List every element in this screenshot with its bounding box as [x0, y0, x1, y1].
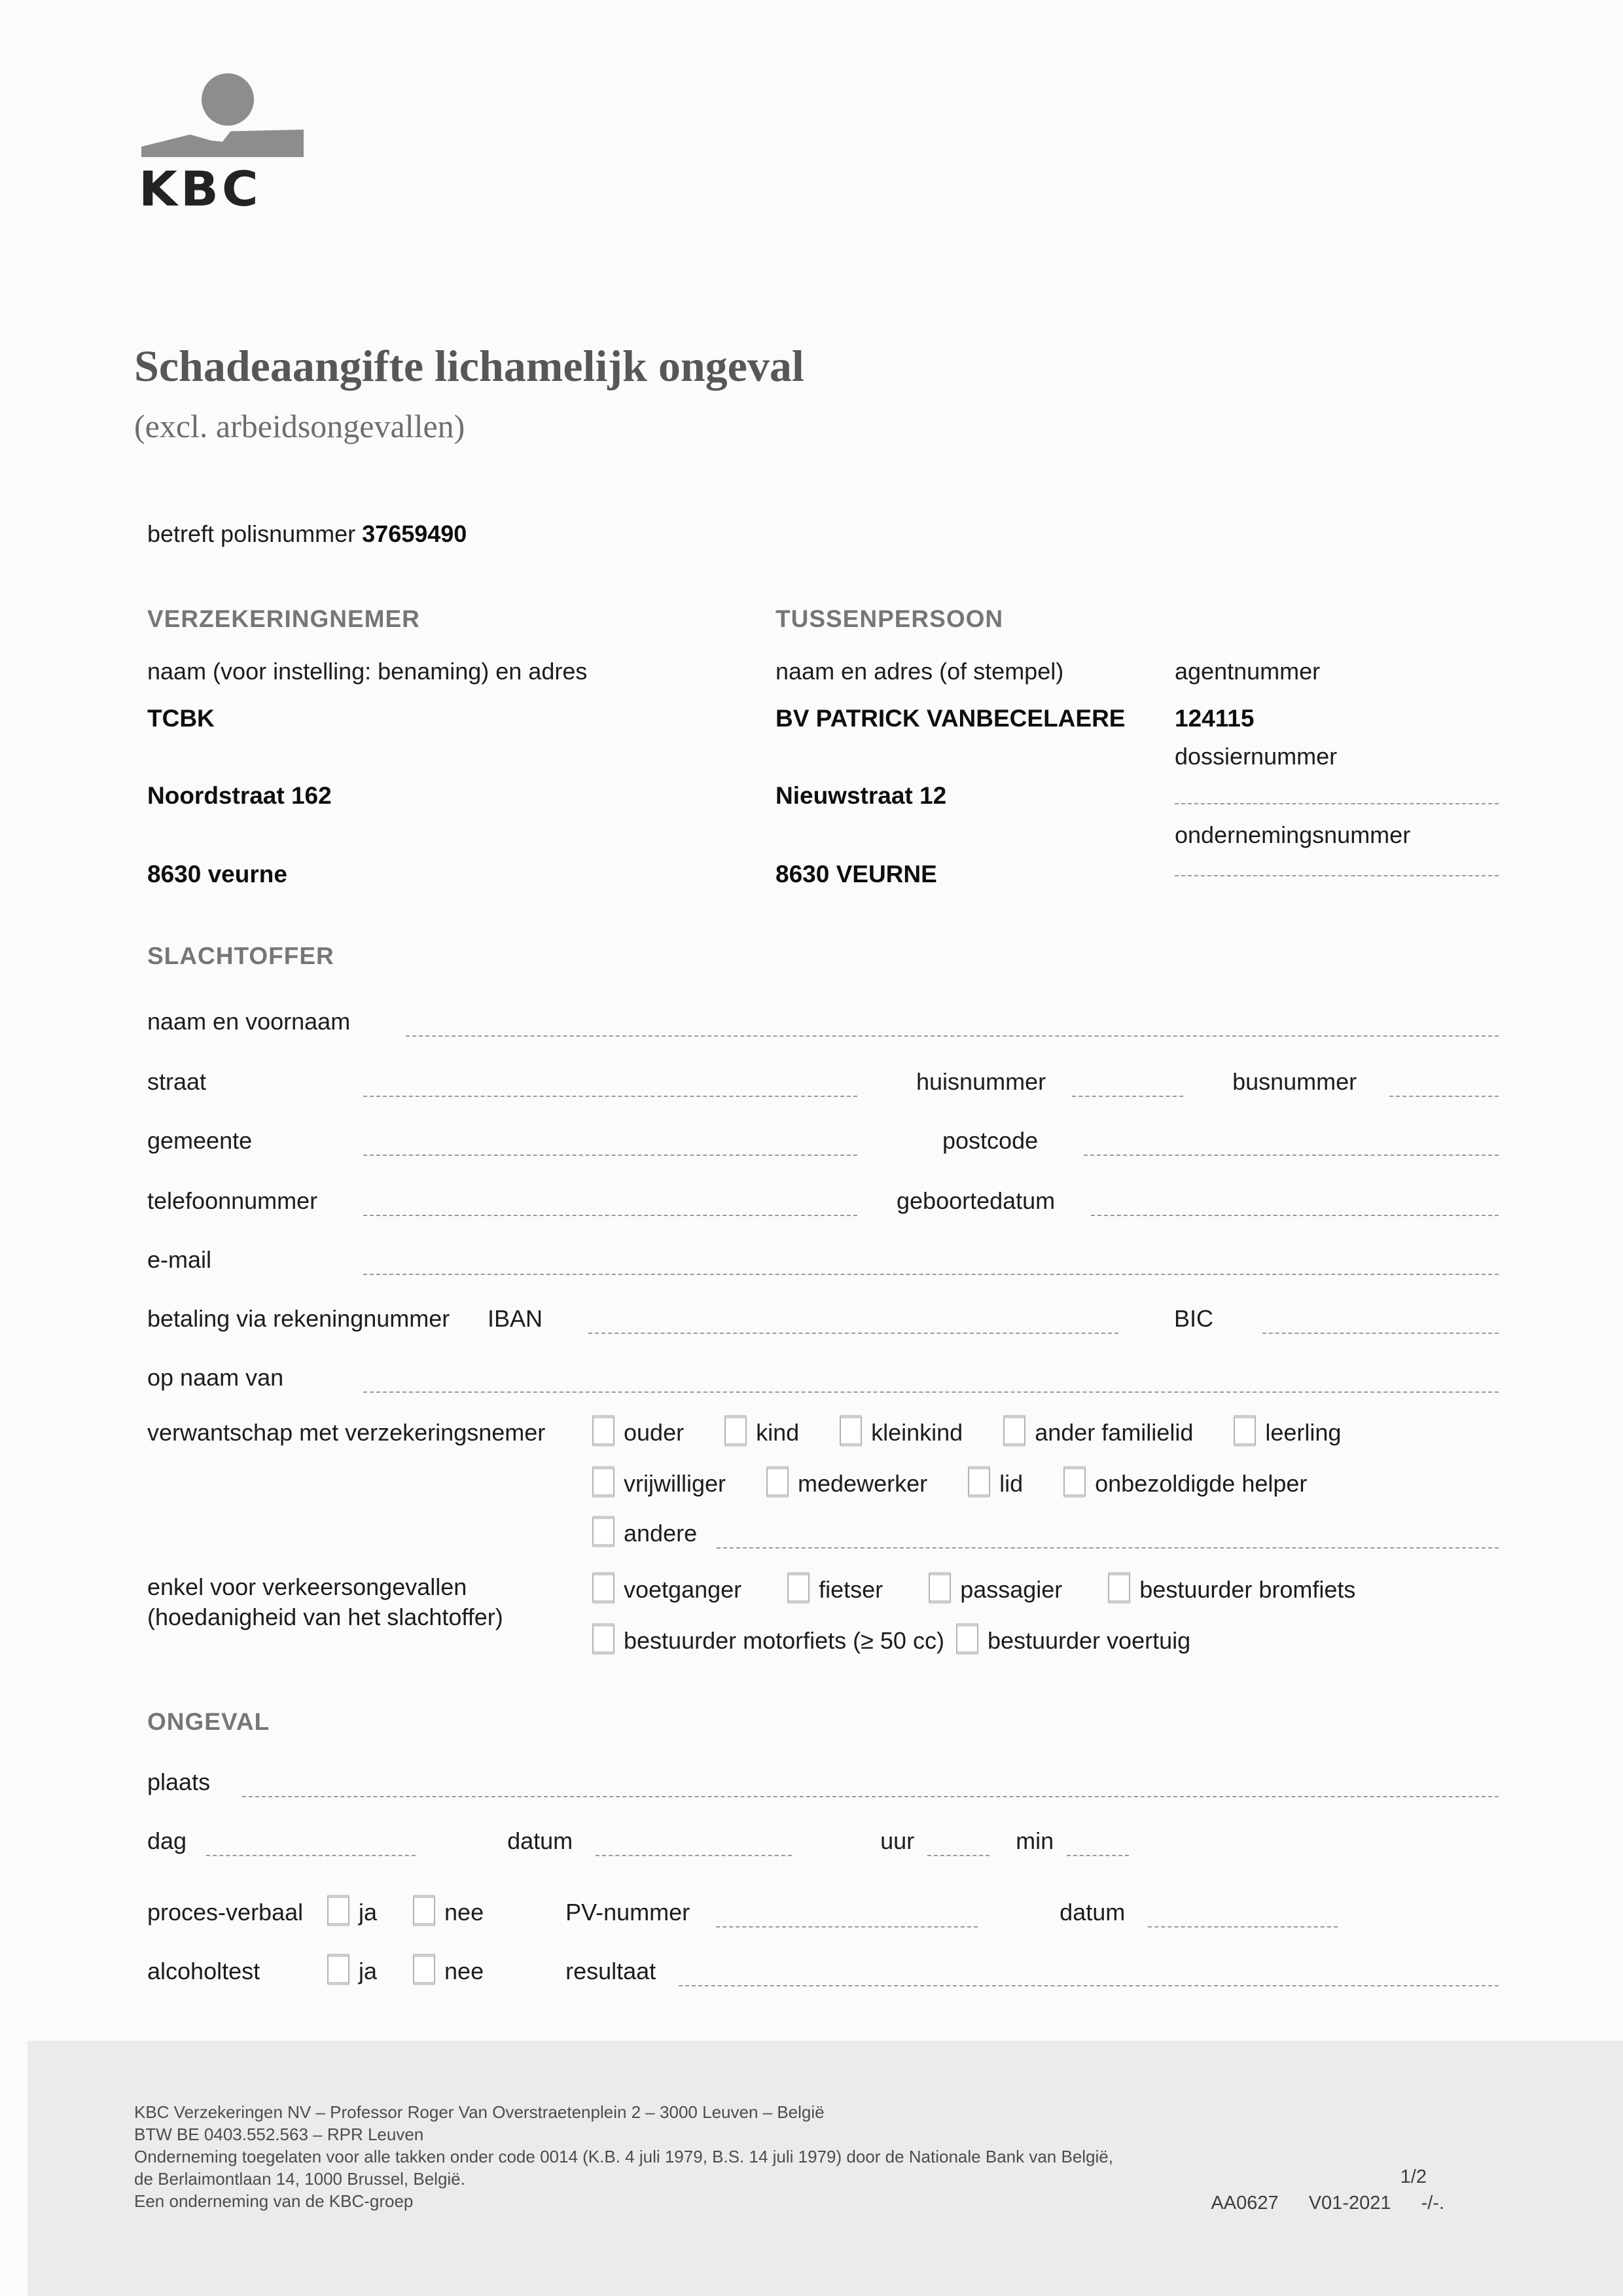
- form-code-suffix: -/-.: [1421, 2193, 1444, 2214]
- pv-datum-field[interactable]: [1148, 1897, 1338, 1928]
- checkbox-voetganger[interactable]: [592, 1572, 615, 1604]
- opnaam-field[interactable]: [363, 1363, 1499, 1393]
- opnaam-row: [147, 1363, 1499, 1393]
- datum-label: datum: [507, 1827, 573, 1854]
- busnummer-field[interactable]: [1389, 1067, 1499, 1097]
- pv-nummer-label: PV-nummer: [565, 1899, 690, 1926]
- pv-option-ja: ja: [327, 1895, 377, 1928]
- slachtoffer-section: [147, 942, 1499, 1715]
- email-row: [147, 1245, 1499, 1275]
- straat-row: [147, 1067, 1499, 1097]
- onderneming-number-label: ondernemingsnummer: [1175, 821, 1411, 848]
- pv-option-nee: nee: [413, 1895, 484, 1928]
- kbc-logo-circle-icon: [202, 73, 254, 126]
- checkbox-onbezoldigde-helper[interactable]: [1063, 1466, 1086, 1498]
- iban-label: IBAN: [488, 1305, 543, 1332]
- onderneming-number-field[interactable]: [1175, 846, 1499, 876]
- ongeval-header-row: [147, 1708, 1499, 1736]
- footer-strip: [27, 2041, 1623, 2296]
- form-code: AA0627: [1211, 2193, 1279, 2214]
- footer-line-1: KBC Verzekeringen NV – Professor Roger Van Overstraetenplein 2 – 3000 Leuven – België: [134, 2102, 825, 2122]
- option-passagier: passagier: [929, 1572, 1062, 1605]
- min-label: min: [1016, 1827, 1054, 1854]
- gemeente-row: [147, 1126, 1499, 1156]
- page-subtitle: (excl. arbeidsongevallen): [134, 408, 465, 444]
- uur-field[interactable]: [927, 1826, 990, 1856]
- checkbox-bestuurder-motorfiets[interactable]: [592, 1623, 615, 1655]
- email-label: e-mail: [147, 1246, 212, 1273]
- checkbox-alcohol-nee[interactable]: [413, 1954, 435, 1985]
- plaats-label: plaats: [147, 1768, 211, 1795]
- resultaat-field[interactable]: [679, 1956, 1499, 1986]
- option-bestuurder-voertuig: bestuurder voertuig: [956, 1623, 1190, 1656]
- resultaat-label: resultaat: [565, 1958, 656, 1984]
- option-onbezoldigde-helper: onbezoldigde helper: [1063, 1466, 1307, 1499]
- ongeval-header: ONGEVAL: [147, 1708, 270, 1735]
- slachtoffer-header: SLACHTOFFER: [147, 942, 334, 969]
- bic-field[interactable]: [1262, 1304, 1499, 1334]
- proces-verbaal-row: [147, 1895, 1499, 1928]
- verzekeringnemer-street: Noordstraat 162: [147, 782, 332, 809]
- checkbox-andere[interactable]: [592, 1516, 615, 1547]
- naam-field[interactable]: [406, 1007, 1499, 1037]
- geboortedatum-field[interactable]: [1091, 1186, 1499, 1216]
- kbc-logo: [139, 73, 309, 217]
- betaling-row: [147, 1304, 1499, 1334]
- footer-line-5: Een onderneming van de KBC-groep: [134, 2191, 414, 2211]
- naam-row: [147, 1007, 1499, 1037]
- telefoon-field[interactable]: [363, 1186, 857, 1216]
- verkeer-label-line1: enkel voor verkeersongevallen: [147, 1573, 467, 1600]
- checkbox-ouder[interactable]: [592, 1415, 615, 1446]
- checkbox-leerling[interactable]: [1234, 1415, 1256, 1446]
- opnaam-label: op naam van: [147, 1364, 284, 1391]
- checkbox-ander-familielid[interactable]: [1003, 1415, 1026, 1446]
- huisnummer-label: huisnummer: [916, 1068, 1046, 1095]
- huisnummer-field[interactable]: [1072, 1067, 1183, 1097]
- policy-number-line: [147, 520, 467, 548]
- dag-field[interactable]: [206, 1826, 416, 1856]
- agent-column: [1175, 605, 1499, 920]
- verzekeringnemer-city: 8630 veurne: [147, 861, 287, 888]
- tussenpersoon-name-label: naam en adres (of stempel): [776, 658, 1064, 685]
- footer-line-4: de Berlaimontlaan 14, 1000 Brussel, België.: [134, 2169, 465, 2189]
- verzekeringnemer-header: VERZEKERINGNEMER: [147, 605, 420, 632]
- slachtoffer-header-row: [147, 942, 1499, 970]
- option-medewerker: medewerker: [766, 1466, 927, 1499]
- verzekeringnemer-name: TCBK: [147, 705, 215, 732]
- dag-datum-row: [147, 1826, 1499, 1856]
- bic-label: BIC: [1174, 1305, 1214, 1332]
- email-field[interactable]: [363, 1245, 1499, 1275]
- iban-field[interactable]: [588, 1304, 1118, 1334]
- option-lid: lid: [968, 1466, 1023, 1499]
- tussenpersoon-street: Nieuwstraat 12: [776, 782, 947, 809]
- straat-label: straat: [147, 1068, 207, 1095]
- alcohol-option-ja: ja: [327, 1954, 377, 1986]
- checkbox-fietser[interactable]: [787, 1572, 810, 1604]
- plaats-row: [147, 1767, 1499, 1797]
- agent-number-value: 124115: [1175, 705, 1255, 732]
- tussenpersoon-name: BV PATRICK VANBECELAERE: [776, 705, 1126, 732]
- postcode-label: postcode: [942, 1127, 1039, 1154]
- pv-nummer-field[interactable]: [716, 1897, 978, 1928]
- kbc-logo-band-icon: [141, 130, 304, 157]
- geboortedatum-label: geboortedatum: [897, 1187, 1056, 1214]
- checkbox-kind[interactable]: [724, 1415, 747, 1446]
- telefoon-label: telefoonnummer: [147, 1187, 318, 1214]
- kbc-logo-text: KBC: [139, 160, 262, 217]
- option-voetganger: voetganger: [592, 1572, 741, 1605]
- alcoholtest-row: [147, 1954, 1499, 1986]
- option-fietser: fietser: [787, 1572, 883, 1605]
- tussenpersoon-header: TUSSENPERSOON: [776, 605, 1004, 632]
- naam-label: naam en voornaam: [147, 1008, 351, 1035]
- alcohol-option-nee: nee: [413, 1954, 484, 1986]
- proces-verbaal-label: proces-verbaal: [147, 1899, 304, 1926]
- page-title: Schadeaangifte lichamelijk ongeval: [134, 341, 804, 391]
- footer-line-2: BTW BE 0403.552.563 – RPR Leuven: [134, 2125, 424, 2144]
- straat-field[interactable]: [363, 1067, 857, 1097]
- checkbox-medewerker[interactable]: [766, 1466, 789, 1498]
- form-code-line: [1211, 2193, 1444, 2214]
- parties-section: [147, 605, 1499, 920]
- checkbox-pv-nee[interactable]: [413, 1895, 435, 1926]
- verwantschap-row3: [147, 1516, 1499, 1549]
- dossier-number-field[interactable]: [1175, 774, 1499, 804]
- footer-line-3: Onderneming toegelaten voor alle takken onder code 0014 (K.B. 4 juli 1979, B.S. 14 juli 1979) door de Nationale Bank van België,: [134, 2147, 1113, 2166]
- policy-number-label: betreft polisnummer: [147, 520, 356, 547]
- gemeente-label: gemeente: [147, 1127, 253, 1154]
- alcoholtest-label: alcoholtest: [147, 1958, 260, 1984]
- dossier-number-label: dossiernummer: [1175, 743, 1338, 770]
- policy-number-value: 37659490: [362, 520, 467, 547]
- pv-datum-label: datum: [1060, 1899, 1126, 1926]
- option-bestuurder-motorfiets: bestuurder motorfiets (≥ 50 cc): [592, 1623, 944, 1656]
- agent-number-label: agentnummer: [1175, 658, 1321, 685]
- andere-field[interactable]: [717, 1518, 1499, 1549]
- checkbox-vrijwilliger[interactable]: [592, 1466, 615, 1498]
- verwantschap-label: verwantschap met verzekeringsnemer: [147, 1419, 546, 1446]
- ongeval-section: [147, 1708, 1499, 2022]
- option-leerling: leerling: [1234, 1415, 1341, 1448]
- gemeente-field[interactable]: [363, 1126, 857, 1156]
- checkbox-passagier[interactable]: [929, 1572, 951, 1604]
- checkbox-kleinkind[interactable]: [840, 1415, 862, 1446]
- plaats-field[interactable]: [242, 1767, 1499, 1797]
- datum-field[interactable]: [596, 1826, 792, 1856]
- option-bestuurder-bromfiets: bestuurder bromfiets: [1108, 1572, 1355, 1605]
- footer-legal-text: [134, 2101, 1113, 2212]
- tussenpersoon-city: 8630 VEURNE: [776, 861, 937, 888]
- verzekeringnemer-name-label: naam (voor instelling: benaming) en adres: [147, 658, 588, 685]
- checkbox-pv-ja[interactable]: [327, 1895, 349, 1926]
- checkbox-alcohol-ja[interactable]: [327, 1954, 349, 1985]
- verkeer-label-line2: (hoedanigheid van het slachtoffer): [147, 1604, 503, 1630]
- checkbox-bestuurder-bromfiets[interactable]: [1108, 1572, 1130, 1604]
- postcode-field[interactable]: [1084, 1126, 1499, 1156]
- min-field[interactable]: [1067, 1826, 1129, 1856]
- verwantschap-row1: [147, 1415, 1499, 1448]
- betaling-label: betaling via rekeningnummer: [147, 1305, 450, 1332]
- option-andere: andere: [592, 1516, 697, 1549]
- tussenpersoon-column: [776, 605, 1168, 920]
- option-kind: kind: [724, 1415, 799, 1448]
- uur-label: uur: [880, 1827, 915, 1854]
- option-ander-familielid: ander familielid: [1003, 1415, 1193, 1448]
- telefoon-row: [147, 1186, 1499, 1216]
- verzekeringnemer-column: [147, 605, 736, 920]
- verkeer-row2: [147, 1623, 1499, 1656]
- verwantschap-row2: [147, 1466, 1499, 1499]
- option-vrijwilliger: vrijwilliger: [592, 1466, 726, 1499]
- checkbox-lid[interactable]: [968, 1466, 990, 1498]
- form-version: V01-2021: [1308, 2193, 1391, 2214]
- dag-label: dag: [147, 1827, 187, 1854]
- page-number: 1/2: [1400, 2166, 1427, 2187]
- checkbox-bestuurder-voertuig[interactable]: [956, 1623, 978, 1655]
- option-ouder: ouder: [592, 1415, 684, 1448]
- option-kleinkind: kleinkind: [840, 1415, 963, 1448]
- busnummer-label: busnummer: [1232, 1068, 1357, 1095]
